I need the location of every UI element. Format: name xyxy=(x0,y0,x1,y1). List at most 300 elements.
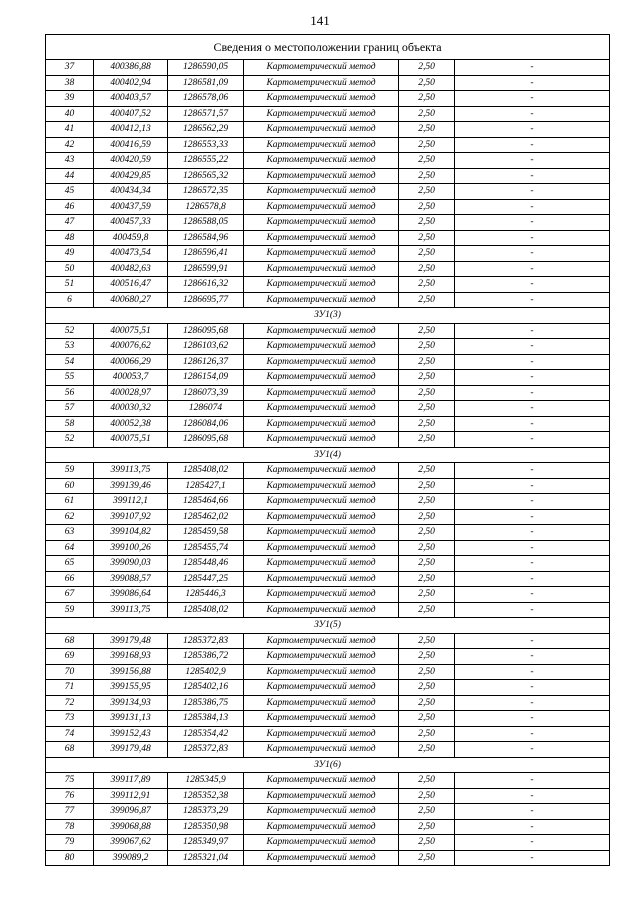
accuracy-cell: 2,50 xyxy=(399,184,455,200)
point-number-cell: 43 xyxy=(46,153,94,169)
point-number-cell: 69 xyxy=(46,649,94,665)
method-cell: Картометрический метод xyxy=(244,401,399,417)
point-number-cell: 65 xyxy=(46,556,94,572)
description-cell: - xyxy=(455,230,610,246)
y-coordinate-cell: 1286565,32 xyxy=(168,168,244,184)
y-coordinate-cell: 1285372,83 xyxy=(168,633,244,649)
point-number-cell: 80 xyxy=(46,850,94,866)
y-coordinate-cell: 1285345,9 xyxy=(168,773,244,789)
y-coordinate-cell: 1286578,06 xyxy=(168,91,244,107)
point-number-cell: 52 xyxy=(46,323,94,339)
x-coordinate-cell: 400030,32 xyxy=(94,401,168,417)
page-number: 141 xyxy=(310,13,330,28)
description-cell: - xyxy=(455,556,610,572)
y-coordinate-cell: 1285462,02 xyxy=(168,509,244,525)
method-cell: Картометрический метод xyxy=(244,246,399,262)
method-cell: Картометрический метод xyxy=(244,230,399,246)
x-coordinate-cell: 400075,51 xyxy=(94,432,168,448)
point-number-cell: 40 xyxy=(46,106,94,122)
x-coordinate-cell: 400680,27 xyxy=(94,292,168,308)
y-coordinate-cell: 1285350,98 xyxy=(168,819,244,835)
table-row xyxy=(46,819,610,835)
x-coordinate-cell: 399089,2 xyxy=(94,850,168,866)
x-coordinate-cell: 399100,26 xyxy=(94,540,168,556)
point-number-cell: 44 xyxy=(46,168,94,184)
y-coordinate-cell: 1286571,57 xyxy=(168,106,244,122)
accuracy-cell: 2,50 xyxy=(399,835,455,851)
method-cell: Картометрический метод xyxy=(244,463,399,479)
point-number-cell: 68 xyxy=(46,633,94,649)
description-cell: - xyxy=(455,494,610,510)
point-number-cell: 42 xyxy=(46,137,94,153)
x-coordinate-cell: 399107,92 xyxy=(94,509,168,525)
table-body xyxy=(46,35,610,866)
y-coordinate-cell: 1286553,33 xyxy=(168,137,244,153)
x-coordinate-cell: 399168,93 xyxy=(94,649,168,665)
table-row xyxy=(46,354,610,370)
table-row xyxy=(46,664,610,680)
table-row xyxy=(46,525,610,541)
section-label: ЗУ1(4) xyxy=(46,447,610,463)
x-coordinate-cell: 399096,87 xyxy=(94,804,168,820)
point-number-cell: 67 xyxy=(46,587,94,603)
method-cell: Картометрический метод xyxy=(244,122,399,138)
y-coordinate-cell: 1286126,37 xyxy=(168,354,244,370)
x-coordinate-cell: 399104,82 xyxy=(94,525,168,541)
table-row xyxy=(46,463,610,479)
section-header-row xyxy=(46,618,610,634)
y-coordinate-cell: 1286616,32 xyxy=(168,277,244,293)
y-coordinate-cell: 1285459,58 xyxy=(168,525,244,541)
x-coordinate-cell: 400402,94 xyxy=(94,75,168,91)
x-coordinate-cell: 400066,29 xyxy=(94,354,168,370)
y-coordinate-cell: 1285455,74 xyxy=(168,540,244,556)
description-cell: - xyxy=(455,261,610,277)
description-cell: - xyxy=(455,91,610,107)
table-row xyxy=(46,680,610,696)
accuracy-cell: 2,50 xyxy=(399,246,455,262)
point-number-cell: 71 xyxy=(46,680,94,696)
accuracy-cell: 2,50 xyxy=(399,525,455,541)
table-row xyxy=(46,804,610,820)
accuracy-cell: 2,50 xyxy=(399,664,455,680)
method-cell: Картометрический метод xyxy=(244,370,399,386)
point-number-cell: 79 xyxy=(46,835,94,851)
x-coordinate-cell: 399179,48 xyxy=(94,742,168,758)
x-coordinate-cell: 400407,52 xyxy=(94,106,168,122)
table-row xyxy=(46,711,610,727)
table-row xyxy=(46,339,610,355)
point-number-cell: 64 xyxy=(46,540,94,556)
y-coordinate-cell: 1285448,46 xyxy=(168,556,244,572)
section-header-row xyxy=(46,447,610,463)
point-number-cell: 76 xyxy=(46,788,94,804)
table-row xyxy=(46,199,610,215)
point-number-cell: 6 xyxy=(46,292,94,308)
x-coordinate-cell: 400076,62 xyxy=(94,339,168,355)
accuracy-cell: 2,50 xyxy=(399,695,455,711)
x-coordinate-cell: 399088,57 xyxy=(94,571,168,587)
description-cell: - xyxy=(455,370,610,386)
accuracy-cell: 2,50 xyxy=(399,416,455,432)
method-cell: Картометрический метод xyxy=(244,60,399,76)
accuracy-cell: 2,50 xyxy=(399,401,455,417)
x-coordinate-cell: 400482,63 xyxy=(94,261,168,277)
section-header-row xyxy=(46,308,610,324)
x-coordinate-cell: 400412,13 xyxy=(94,122,168,138)
x-coordinate-cell: 400028,97 xyxy=(94,385,168,401)
table-row xyxy=(46,850,610,866)
y-coordinate-cell: 1285408,02 xyxy=(168,602,244,618)
method-cell: Картометрический метод xyxy=(244,75,399,91)
method-cell: Картометрический метод xyxy=(244,649,399,665)
table-row xyxy=(46,509,610,525)
description-cell: - xyxy=(455,571,610,587)
table-row xyxy=(46,261,610,277)
x-coordinate-cell: 400416,59 xyxy=(94,137,168,153)
method-cell: Картометрический метод xyxy=(244,385,399,401)
point-number-cell: 72 xyxy=(46,695,94,711)
table-title-row xyxy=(46,35,610,60)
point-number-cell: 53 xyxy=(46,339,94,355)
description-cell: - xyxy=(455,850,610,866)
method-cell: Картометрический метод xyxy=(244,323,399,339)
x-coordinate-cell: 400403,57 xyxy=(94,91,168,107)
point-number-cell: 74 xyxy=(46,726,94,742)
table-row xyxy=(46,416,610,432)
method-cell: Картометрический метод xyxy=(244,494,399,510)
accuracy-cell: 2,50 xyxy=(399,432,455,448)
description-cell: - xyxy=(455,788,610,804)
x-coordinate-cell: 399117,89 xyxy=(94,773,168,789)
accuracy-cell: 2,50 xyxy=(399,153,455,169)
point-number-cell: 46 xyxy=(46,199,94,215)
accuracy-cell: 2,50 xyxy=(399,649,455,665)
y-coordinate-cell: 1285372,83 xyxy=(168,742,244,758)
description-cell: - xyxy=(455,835,610,851)
accuracy-cell: 2,50 xyxy=(399,463,455,479)
point-number-cell: 75 xyxy=(46,773,94,789)
accuracy-cell: 2,50 xyxy=(399,199,455,215)
point-number-cell: 49 xyxy=(46,246,94,262)
table-row xyxy=(46,633,610,649)
x-coordinate-cell: 400459,8 xyxy=(94,230,168,246)
accuracy-cell: 2,50 xyxy=(399,292,455,308)
table-row xyxy=(46,323,610,339)
x-coordinate-cell: 399156,88 xyxy=(94,664,168,680)
y-coordinate-cell: 1286581,09 xyxy=(168,75,244,91)
x-coordinate-cell: 400052,38 xyxy=(94,416,168,432)
description-cell: - xyxy=(455,323,610,339)
x-coordinate-cell: 399068,88 xyxy=(94,819,168,835)
method-cell: Картометрический метод xyxy=(244,633,399,649)
accuracy-cell: 2,50 xyxy=(399,215,455,231)
description-cell: - xyxy=(455,385,610,401)
table-row xyxy=(46,370,610,386)
description-cell: - xyxy=(455,804,610,820)
description-cell: - xyxy=(455,60,610,76)
accuracy-cell: 2,50 xyxy=(399,680,455,696)
x-coordinate-cell: 399155,95 xyxy=(94,680,168,696)
table-row xyxy=(46,478,610,494)
accuracy-cell: 2,50 xyxy=(399,277,455,293)
point-number-cell: 68 xyxy=(46,742,94,758)
description-cell: - xyxy=(455,215,610,231)
accuracy-cell: 2,50 xyxy=(399,556,455,572)
method-cell: Картометрический метод xyxy=(244,292,399,308)
section-header-row xyxy=(46,757,610,773)
accuracy-cell: 2,50 xyxy=(399,711,455,727)
x-coordinate-cell: 399134,93 xyxy=(94,695,168,711)
table-row xyxy=(46,587,610,603)
description-cell: - xyxy=(455,246,610,262)
point-number-cell: 39 xyxy=(46,91,94,107)
point-number-cell: 58 xyxy=(46,416,94,432)
x-coordinate-cell: 399112,91 xyxy=(94,788,168,804)
y-coordinate-cell: 1285349,97 xyxy=(168,835,244,851)
y-coordinate-cell: 1286103,62 xyxy=(168,339,244,355)
y-coordinate-cell: 1286584,96 xyxy=(168,230,244,246)
method-cell: Картометрический метод xyxy=(244,587,399,603)
point-number-cell: 63 xyxy=(46,525,94,541)
accuracy-cell: 2,50 xyxy=(399,339,455,355)
method-cell: Картометрический метод xyxy=(244,835,399,851)
point-number-cell: 50 xyxy=(46,261,94,277)
description-cell: - xyxy=(455,184,610,200)
accuracy-cell: 2,50 xyxy=(399,509,455,525)
method-cell: Картометрический метод xyxy=(244,277,399,293)
table-row xyxy=(46,742,610,758)
description-cell: - xyxy=(455,680,610,696)
table-row xyxy=(46,246,610,262)
description-cell: - xyxy=(455,199,610,215)
method-cell: Картометрический метод xyxy=(244,540,399,556)
x-coordinate-cell: 400386,88 xyxy=(94,60,168,76)
description-cell: - xyxy=(455,525,610,541)
description-cell: - xyxy=(455,540,610,556)
accuracy-cell: 2,50 xyxy=(399,804,455,820)
boundary-coordinates-table xyxy=(45,34,610,866)
point-number-cell: 73 xyxy=(46,711,94,727)
y-coordinate-cell: 1285464,66 xyxy=(168,494,244,510)
x-coordinate-cell: 400516,47 xyxy=(94,277,168,293)
table-row xyxy=(46,122,610,138)
accuracy-cell: 2,50 xyxy=(399,137,455,153)
table-row xyxy=(46,230,610,246)
description-cell: - xyxy=(455,339,610,355)
x-coordinate-cell: 400420,59 xyxy=(94,153,168,169)
y-coordinate-cell: 1286074 xyxy=(168,401,244,417)
accuracy-cell: 2,50 xyxy=(399,587,455,603)
point-number-cell: 59 xyxy=(46,602,94,618)
description-cell: - xyxy=(455,695,610,711)
description-cell: - xyxy=(455,649,610,665)
table-row xyxy=(46,695,610,711)
y-coordinate-cell: 1286095,68 xyxy=(168,432,244,448)
description-cell: - xyxy=(455,153,610,169)
method-cell: Картометрический метод xyxy=(244,106,399,122)
x-coordinate-cell: 399086,64 xyxy=(94,587,168,603)
description-cell: - xyxy=(455,168,610,184)
y-coordinate-cell: 1285386,72 xyxy=(168,649,244,665)
table-row xyxy=(46,106,610,122)
description-cell: - xyxy=(455,277,610,293)
method-cell: Картометрический метод xyxy=(244,680,399,696)
method-cell: Картометрический метод xyxy=(244,773,399,789)
accuracy-cell: 2,50 xyxy=(399,91,455,107)
point-number-cell: 47 xyxy=(46,215,94,231)
point-number-cell: 37 xyxy=(46,60,94,76)
x-coordinate-cell: 399113,75 xyxy=(94,602,168,618)
point-number-cell: 61 xyxy=(46,494,94,510)
table-row xyxy=(46,835,610,851)
y-coordinate-cell: 1286596,41 xyxy=(168,246,244,262)
y-coordinate-cell: 1286695,77 xyxy=(168,292,244,308)
accuracy-cell: 2,50 xyxy=(399,742,455,758)
description-cell: - xyxy=(455,416,610,432)
x-coordinate-cell: 400437,59 xyxy=(94,199,168,215)
x-coordinate-cell: 399067,62 xyxy=(94,835,168,851)
table-row xyxy=(46,277,610,293)
method-cell: Картометрический метод xyxy=(244,788,399,804)
table-row xyxy=(46,494,610,510)
x-coordinate-cell: 399131,13 xyxy=(94,711,168,727)
description-cell: - xyxy=(455,773,610,789)
y-coordinate-cell: 1286555,22 xyxy=(168,153,244,169)
y-coordinate-cell: 1285386,75 xyxy=(168,695,244,711)
table-row xyxy=(46,432,610,448)
method-cell: Картометрический метод xyxy=(244,184,399,200)
accuracy-cell: 2,50 xyxy=(399,773,455,789)
y-coordinate-cell: 1285384,13 xyxy=(168,711,244,727)
description-cell: - xyxy=(455,292,610,308)
y-coordinate-cell: 1285354,42 xyxy=(168,726,244,742)
point-number-cell: 41 xyxy=(46,122,94,138)
description-cell: - xyxy=(455,742,610,758)
method-cell: Картометрический метод xyxy=(244,525,399,541)
point-number-cell: 55 xyxy=(46,370,94,386)
y-coordinate-cell: 1286154,09 xyxy=(168,370,244,386)
description-cell: - xyxy=(455,819,610,835)
table-row xyxy=(46,540,610,556)
method-cell: Картометрический метод xyxy=(244,261,399,277)
section-label: ЗУ1(3) xyxy=(46,308,610,324)
x-coordinate-cell: 400434,34 xyxy=(94,184,168,200)
y-coordinate-cell: 1286073,39 xyxy=(168,385,244,401)
x-coordinate-cell: 399112,1 xyxy=(94,494,168,510)
y-coordinate-cell: 1285352,38 xyxy=(168,788,244,804)
accuracy-cell: 2,50 xyxy=(399,323,455,339)
x-coordinate-cell: 399113,75 xyxy=(94,463,168,479)
accuracy-cell: 2,50 xyxy=(399,478,455,494)
table-row xyxy=(46,75,610,91)
accuracy-cell: 2,50 xyxy=(399,230,455,246)
point-number-cell: 57 xyxy=(46,401,94,417)
method-cell: Картометрический метод xyxy=(244,199,399,215)
description-cell: - xyxy=(455,587,610,603)
point-number-cell: 78 xyxy=(46,819,94,835)
method-cell: Картометрический метод xyxy=(244,664,399,680)
accuracy-cell: 2,50 xyxy=(399,75,455,91)
table-row xyxy=(46,137,610,153)
y-coordinate-cell: 1285402,16 xyxy=(168,680,244,696)
method-cell: Картометрический метод xyxy=(244,711,399,727)
y-coordinate-cell: 1286578,8 xyxy=(168,199,244,215)
point-number-cell: 56 xyxy=(46,385,94,401)
table-row xyxy=(46,401,610,417)
description-cell: - xyxy=(455,633,610,649)
table-row xyxy=(46,556,610,572)
description-cell: - xyxy=(455,726,610,742)
method-cell: Картометрический метод xyxy=(244,819,399,835)
point-number-cell: 62 xyxy=(46,509,94,525)
method-cell: Картометрический метод xyxy=(244,602,399,618)
table-row xyxy=(46,726,610,742)
x-coordinate-cell: 399152,43 xyxy=(94,726,168,742)
accuracy-cell: 2,50 xyxy=(399,261,455,277)
description-cell: - xyxy=(455,75,610,91)
accuracy-cell: 2,50 xyxy=(399,850,455,866)
method-cell: Картометрический метод xyxy=(244,850,399,866)
accuracy-cell: 2,50 xyxy=(399,726,455,742)
description-cell: - xyxy=(455,463,610,479)
accuracy-cell: 2,50 xyxy=(399,370,455,386)
y-coordinate-cell: 1285427,1 xyxy=(168,478,244,494)
y-coordinate-cell: 1285321,04 xyxy=(168,850,244,866)
y-coordinate-cell: 1286590,05 xyxy=(168,60,244,76)
table-row xyxy=(46,153,610,169)
description-cell: - xyxy=(455,509,610,525)
y-coordinate-cell: 1285373,29 xyxy=(168,804,244,820)
point-number-cell: 38 xyxy=(46,75,94,91)
section-label: ЗУ1(6) xyxy=(46,757,610,773)
table-row xyxy=(46,215,610,231)
accuracy-cell: 2,50 xyxy=(399,60,455,76)
point-number-cell: 51 xyxy=(46,277,94,293)
method-cell: Картометрический метод xyxy=(244,726,399,742)
x-coordinate-cell: 399139,46 xyxy=(94,478,168,494)
method-cell: Картометрический метод xyxy=(244,91,399,107)
method-cell: Картометрический метод xyxy=(244,416,399,432)
description-cell: - xyxy=(455,478,610,494)
accuracy-cell: 2,50 xyxy=(399,385,455,401)
point-number-cell: 45 xyxy=(46,184,94,200)
y-coordinate-cell: 1285447,25 xyxy=(168,571,244,587)
method-cell: Картометрический метод xyxy=(244,153,399,169)
method-cell: Картометрический метод xyxy=(244,804,399,820)
method-cell: Картометрический метод xyxy=(244,432,399,448)
x-coordinate-cell: 400053,7 xyxy=(94,370,168,386)
method-cell: Картометрический метод xyxy=(244,742,399,758)
point-number-cell: 54 xyxy=(46,354,94,370)
y-coordinate-cell: 1285408,02 xyxy=(168,463,244,479)
accuracy-cell: 2,50 xyxy=(399,602,455,618)
x-coordinate-cell: 399090,03 xyxy=(94,556,168,572)
description-cell: - xyxy=(455,122,610,138)
y-coordinate-cell: 1286095,68 xyxy=(168,323,244,339)
table-row xyxy=(46,168,610,184)
x-coordinate-cell: 399179,48 xyxy=(94,633,168,649)
description-cell: - xyxy=(455,137,610,153)
y-coordinate-cell: 1285446,3 xyxy=(168,587,244,603)
accuracy-cell: 2,50 xyxy=(399,122,455,138)
method-cell: Картометрический метод xyxy=(244,339,399,355)
method-cell: Картометрический метод xyxy=(244,556,399,572)
method-cell: Картометрический метод xyxy=(244,571,399,587)
table-title: Сведения о местоположении границ объекта xyxy=(46,35,610,60)
table-row xyxy=(46,649,610,665)
accuracy-cell: 2,50 xyxy=(399,633,455,649)
